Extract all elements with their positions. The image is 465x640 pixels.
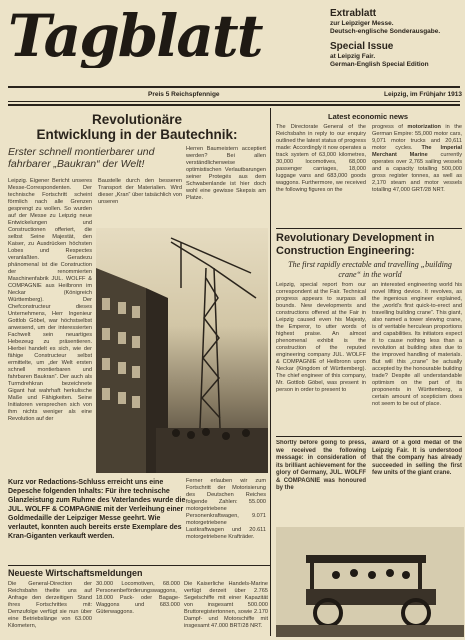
rev-subhead: The first rapidly erectable and travelling „building crane“ in the world <box>288 260 452 279</box>
edition-title: Extrablatt <box>330 8 377 19</box>
masthead-rule-top <box>8 86 460 88</box>
news-col2-text-3: currently operates over 2,765 sailing vessels and a capacity totalling 500,000 gross register tonnes, as well as 2,170 steam and motor vessels totalling 47,000 GRT/28 NRT. <box>372 152 462 193</box>
rev-column-2: an interested engineering world his novel lifting device. It revolves, as the ingenious engineer explained, the „world’s first quick-to-erect and travelling building crane“. This giant, also named a tower slewing crane, is of veritable herculean proportions and capabilities. Its initiators expect it to cause nothing less than a revolution at building sites due to the improved handling of materials. But will this „crane“ be actually accepted by the honourable building trade? Despite all understandable optimism on the part of its proponents in Württemberg, a certain amount of scepticism does not seem to be out of place. <box>372 282 462 407</box>
lead-column-3: Herren Baumeistern acceptiert werden? Bei allen verständlicherweise optimistischen Verlautbarungen seiner Protegés aus dem Schwabenlande ist hier doch wohl eine gewisse Skepsis am Platze. <box>186 146 266 201</box>
news-col2-bold: motorization <box>407 124 441 130</box>
price-line: Preis 5 Reichspfennige <box>148 91 220 98</box>
crane-photo <box>96 228 268 473</box>
special-title: Special Issue <box>330 41 394 52</box>
neueste-header: Neueste Wirtschaftsmeldungen <box>8 568 143 578</box>
masthead-rule-double <box>8 104 460 106</box>
special-sub-1: at Leipzig Fair. <box>330 53 376 60</box>
special-sub-2: German-English Special Edition <box>330 61 429 68</box>
motorcar-photo-illustration <box>276 527 464 637</box>
news-column-1: The Directorate General of the Reichsbahn in reply to our enquiry outlined the latest status of progress made: Accordingly it now operates a track system of 63,000 kilometres, 30,000 locomotives, 68,000 passenger carriages, 18,000 luggage vans and 683,000 goods waggons. Furthermore, we received the following figures on the <box>276 124 366 193</box>
rev-headline: Revolutionary Development in Construction Engineering: <box>276 232 435 257</box>
rev-column-3: Shortly before going to press, we received the following message: in consideration of its brilliant achievement for the glory of Germany, JUL. WOLFF & COMPAGNIE was honoured by the <box>276 440 366 491</box>
column-divider <box>270 108 271 636</box>
lead-headline <box>8 112 266 142</box>
news-column-2 <box>372 124 462 224</box>
lead-headline-line-2: Entwicklung in der Bautechnik: <box>36 127 238 142</box>
telegram-caption: Kurz vor Redactions-Schluss erreicht uns eine Depesche folgenden Inhalts: Für ihre technische Glanzleistung zum Ruhme des Vaterlandes wurde die JUL. WOLFF & COMPAGNIE mit der Verleihung einer Goldmedaille der Leipziger Messe geehrt. Wie verlautet, konnten auch bereits erste Exemplare des Kran-Giganten verkauft werden. <box>8 479 186 540</box>
edition-sub-2: Deutsch-englische Sonderausgabe. <box>330 28 441 35</box>
motorization-note: Ferner erlauben wir zum Fortschritt der Motorisierung des Deutschen Reiches folgende Zahlen: 55.000 motorgetriebene Personenkraftwagen, 9.071 motorgetriebene Lastkraftwagen und 20.611 motorgetriebene Krafträder. <box>186 478 266 540</box>
lead-subhead: Erster schnell montierbarer und fahrbarer „Baukran“ der Welt! <box>8 146 155 170</box>
news-header: Latest economic news <box>327 112 409 121</box>
masthead-title: Tagblatt <box>8 4 262 68</box>
crane-photo-illustration <box>96 228 268 473</box>
rev-rule-2 <box>276 436 462 437</box>
neueste-column-1: Die General-Direction der Reichsbahn theilte uns auf Anfrage den derzeitigen Stand ihres Fortschrittes mit: Demzufolge verfügt sie nun über eine Betriebslänge von 63.000 Kilometern, <box>8 581 92 629</box>
neueste-column-2: 30.000 Locomotiven, 68.000 Personenbeförderungswaggons, 18.000 Pack- oder Bagage-Waggons und 683.000 Güterwaggons. <box>96 581 180 615</box>
rev-rule <box>276 228 462 229</box>
edition-sub-1: zur Leipziger Messe. <box>330 20 394 27</box>
motorcar-photo <box>276 527 464 637</box>
lead-column-2: Baustelle durch den besseren Transport der Materialien. Wird dieser „Kran“ über tatsächlich von unseren <box>98 178 182 205</box>
news-col2-bold-2: The Imperial Merchant Marine <box>372 145 462 158</box>
rev-column-4: award of a gold medal of the Leipzig Fair. It is understood that the company has already succeeded in selling the first few units of the giant crane. <box>372 440 462 476</box>
news-col2-text-2: in the German Empire: 55,000 motor cars, 9,071 motor trucks and 20,611 motor cycles. <box>372 124 462 151</box>
news-col2-text-1: progress of <box>372 124 403 130</box>
edition-box <box>330 8 462 69</box>
lead-headline-line-1: Revolutionäre <box>91 112 183 127</box>
dateline: Leipzig, im Frühjahr 1913 <box>383 91 462 98</box>
neueste-column-3: Die Kaiserliche Handels-Marine verfügt derzeit über 2.765 Segelschiffe mit einer Kapazität von insgesamt 500.000 Bruttoregistertonnen, sowie 2.170 Dampf- und Motorschiffe mit insgesamt 47.000 BRT/28 NRT. <box>184 581 268 629</box>
masthead-rule-bottom <box>8 101 460 102</box>
lead-column-1: Leipzig. Eigener Bericht unseres Messe-Correspondenten. Der technische Fortschritt scheint förmlich nach alle Grenzen gesprengt zu wollen. So wurden auf der Messe zu Leipzig neue Entwickelungen und Constructionen offeriert, die selbst Seine Majestät, den Kaiser, zu Ausdrücken höchsten Lobes und Respectes veranlaßten. Geradezu phänomenal ist die Construction der renommierten Maschinenfabrik JUL. WOLFF & COMPAGNIE aus Heilbronn im Neckar (Königreich Württemberg). Der Chefconstructeur dieses Unternehmens, Herr Ingenieur Gottlob Göbel, war höchstselbst anwesend, um der interessierten Fachwelt sein neuartiges Hebezeug zu präsentieren. Hierbei handelt es sich, wie der fähige Constructeur selbst ermittelte, um „der Welt ersten schnell montierbaren und fahrbaren Baukran“. Der auch als Turmdrehkran bezeichnete Gigant hat wahrhaft herkulische Maße und Fähigkeiten. Seine Initiatoren versprechen sich von ihm nichts weniger als eine Revolution auf der <box>8 178 92 422</box>
rev-column-1: Leipzig, special report from our correspondent at the Fair. Technical progress appears to surpass all bounds. New developments and constructions offered at the Fair in Leipzig caused even his Majesty, the Emperor, to utter words of highest praise. An almost phenomenal exhibit is the construction of the reputed engineering company JUL. WOLFF & COMPAGNIE of Heilbronn upon Neckar (Kingdom of Württemberg). The chief engineer of this company, Mr. Gottlob Göbel, was present in person in order to present to <box>276 282 366 393</box>
neueste-rule <box>8 565 270 566</box>
